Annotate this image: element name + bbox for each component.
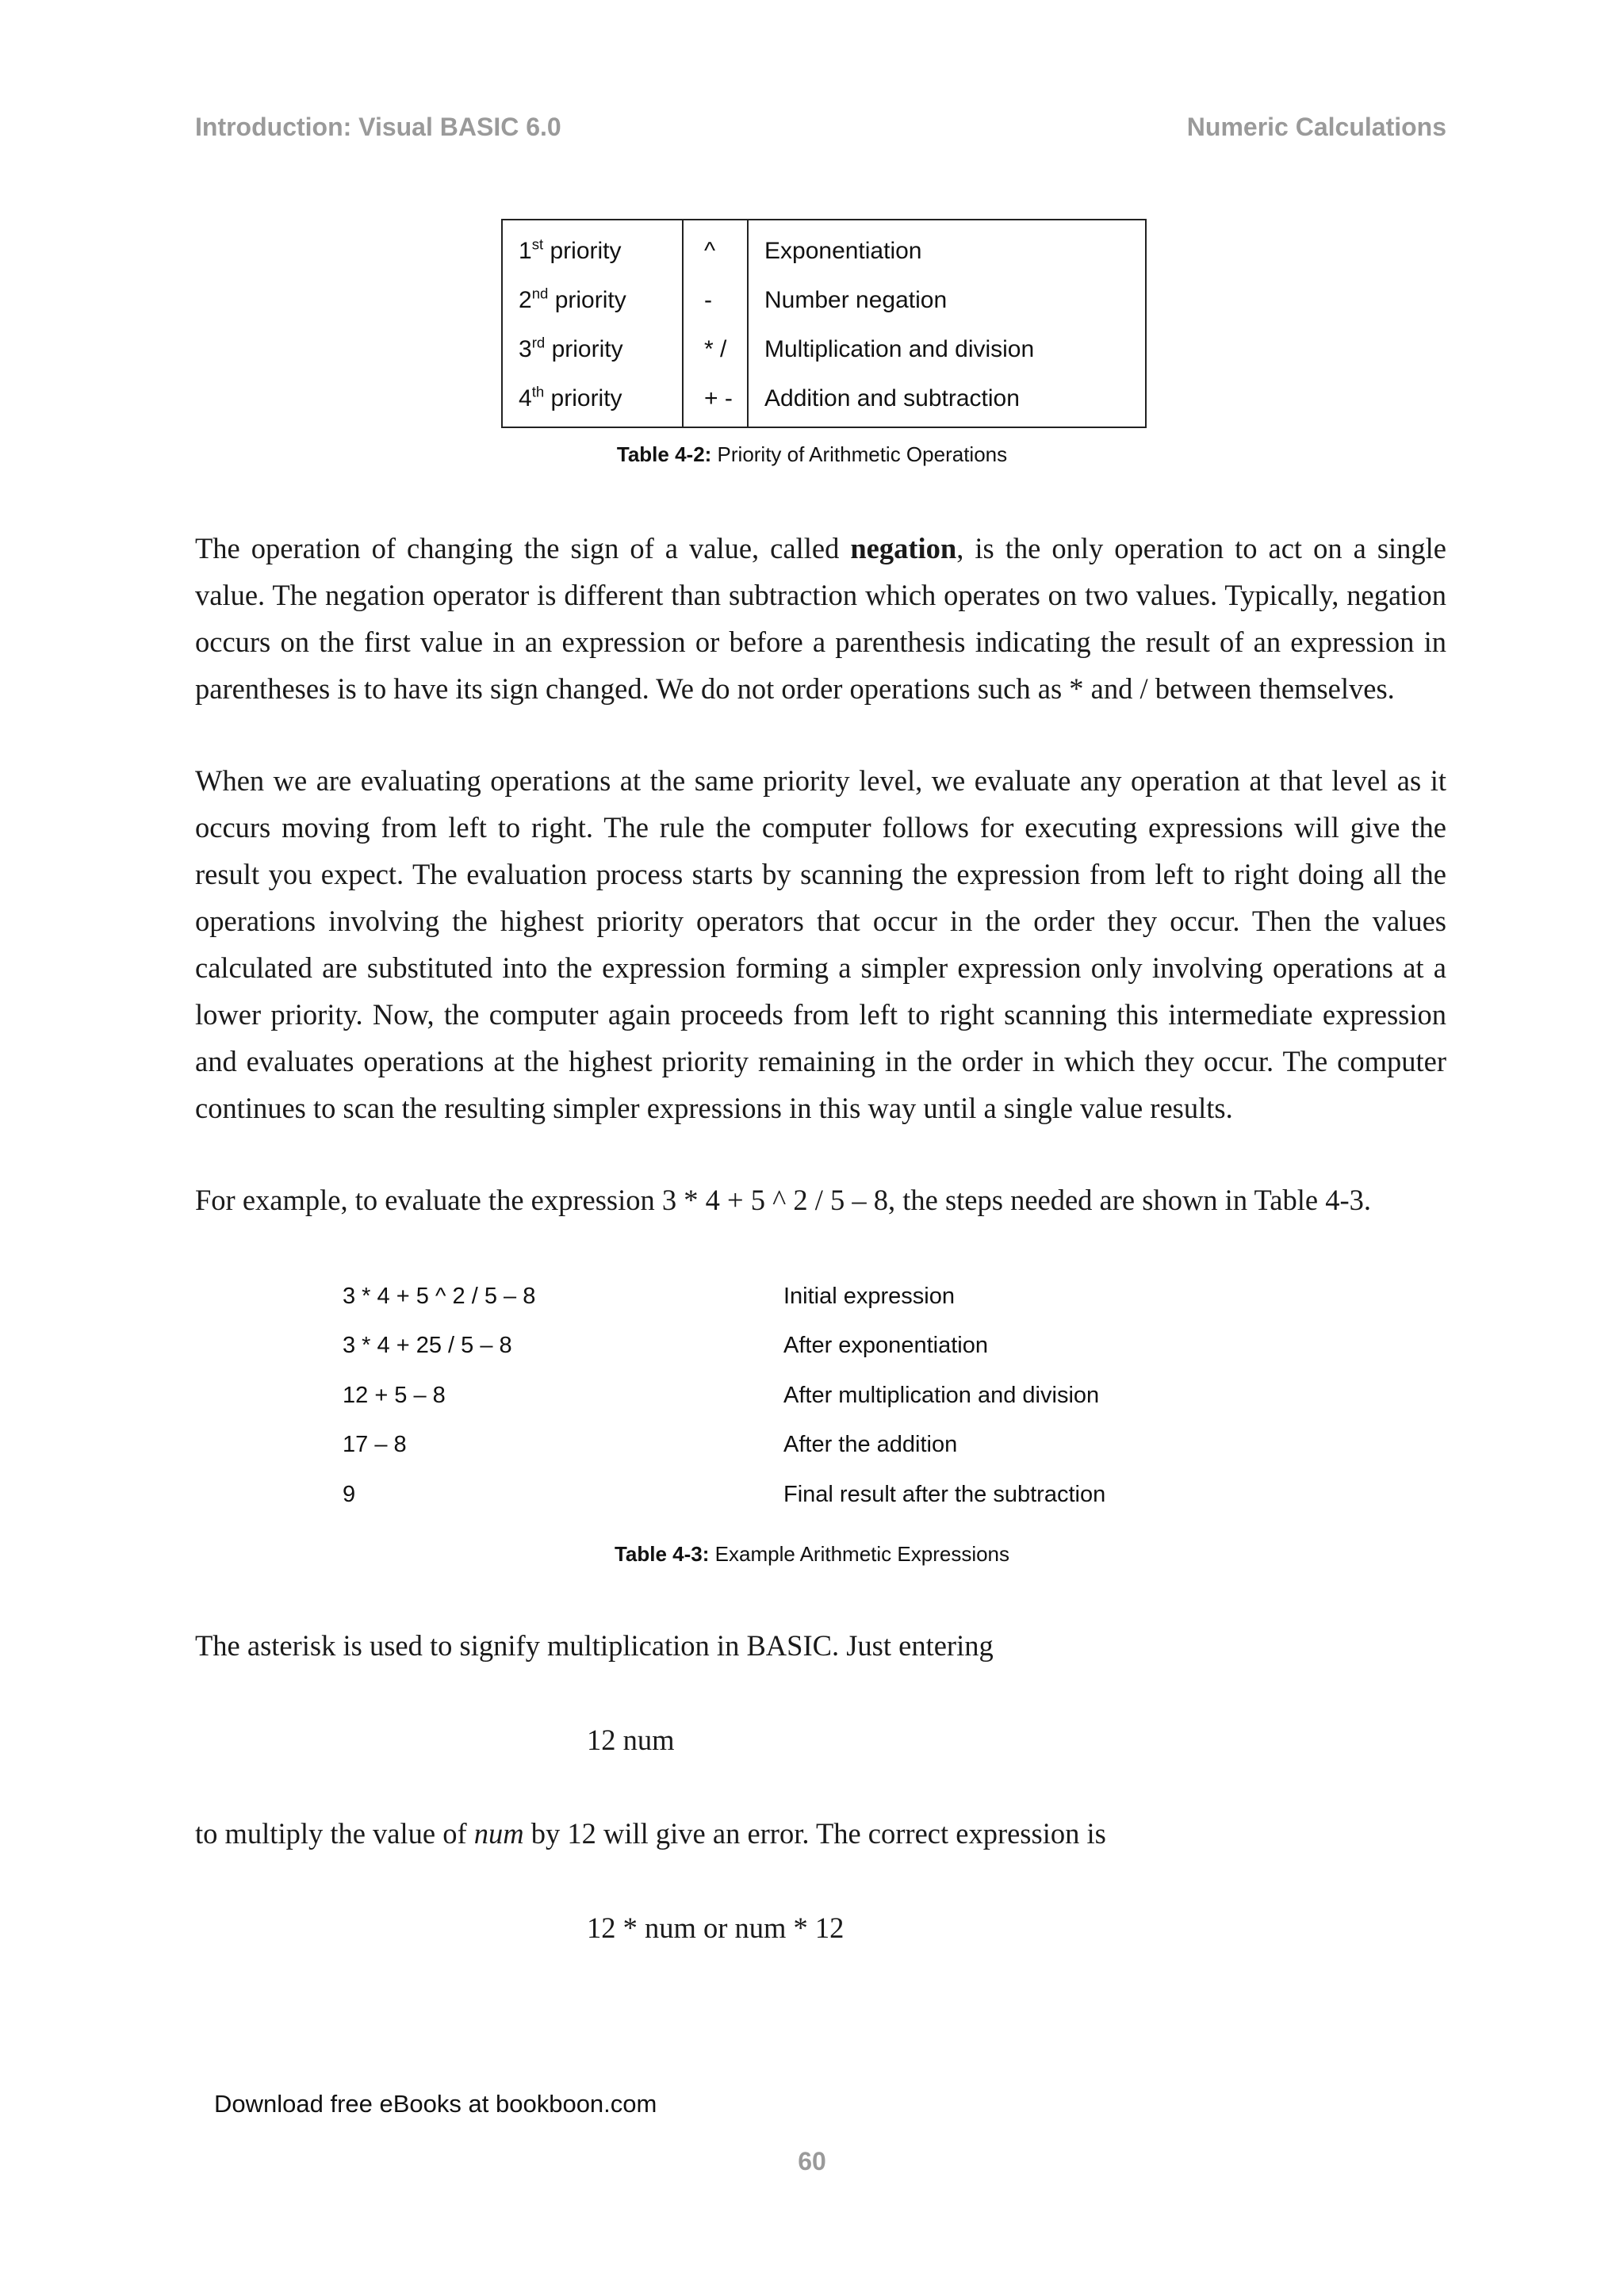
priority-operator: ^ — [683, 220, 748, 276]
example-paragraph: For example, to evaluate the expression 3 * 4 + 5 ^ 2 / 5 – 8, the steps needed are shown in Table 4-3. — [195, 1184, 1371, 1216]
table-4-3-caption: Table 4-3: Example Arithmetic Expressions — [614, 1542, 1010, 1566]
table-row — [502, 374, 1146, 427]
error-paragraph: to multiply the value of num by 12 will give an error. The correct expression is — [195, 1817, 1106, 1850]
table-row — [343, 1322, 1105, 1372]
priority-operator: + - — [683, 374, 748, 427]
table-row — [502, 220, 1146, 276]
priority-level: 1st priority — [502, 220, 683, 276]
steps-table — [343, 1272, 1105, 1520]
priority-description: Multiplication and division — [764, 336, 1035, 362]
step-expression: 9 — [343, 1481, 356, 1507]
step-description: Initial expression — [783, 1283, 955, 1309]
priority-operator: * / — [683, 325, 748, 374]
table-row — [502, 276, 1146, 325]
priority-description: Exponentiation — [764, 238, 922, 264]
step-description: After the addition — [783, 1432, 958, 1458]
evaluation-paragraph: When we are evaluating operations at the same priority level, we evaluate any operation at that level as it occurs moving from left to right. The rule the computer follows for executing expressions will give the result you expect. The evaluation process starts by scanning the expression from left to right doing all the operations involving the highest priority operators that occur in the order they occur. Then the values calculated are substituted into the expression forming a simpler expression only involving operations at a lower priority. Now, the computer again proceeds from left to right scanning this intermediate expression and evaluates operations at the highest priority remaining in the order in which they occur. The computer continues to scan the resulting simpler expressions in this way until a single value results. — [195, 764, 1446, 1124]
step-expression: 3 * 4 + 25 / 5 – 8 — [343, 1333, 512, 1359]
step-expression: 3 * 4 + 5 ^ 2 / 5 – 8 — [343, 1283, 536, 1309]
step-description: After multiplication and division — [783, 1382, 1100, 1408]
step-expression: 12 + 5 – 8 — [343, 1382, 446, 1408]
table-row — [343, 1371, 1105, 1421]
table-row — [343, 1272, 1105, 1322]
running-header — [195, 113, 1446, 142]
step-description: After exponentiation — [783, 1333, 988, 1359]
priority-level: 4th priority — [502, 374, 683, 427]
priority-description: Number negation — [764, 287, 948, 313]
table-row — [343, 1470, 1105, 1520]
code-example-invalid: 12 num — [587, 1724, 675, 1756]
table-row — [502, 325, 1146, 374]
step-description: Final result after the subtraction — [783, 1481, 1106, 1507]
priority-table — [501, 219, 1147, 428]
header-chapter-title: Numeric Calculations — [1186, 113, 1446, 141]
page-number: 60 — [798, 2147, 826, 2175]
download-link[interactable]: Download free eBooks at bookboon.com — [214, 2090, 657, 2118]
priority-description: Addition and subtraction — [764, 385, 1020, 411]
negation-paragraph: The operation of changing the sign of a value, called negation, is the only operation to act on a single value. The negation operator is different than subtraction which operates on two values. Typically, negation occurs on the first value in an expression or before a parenthesis indicating the result of an expression in parentheses is to have its sign changed. We do not order operations such as * and / between themselves. — [195, 532, 1447, 705]
priority-level: 3rd priority — [502, 325, 683, 374]
priority-level: 2nd priority — [502, 276, 683, 325]
code-example-correct: 12 * num or num * 12 — [587, 1911, 845, 1944]
priority-operator: - — [683, 276, 748, 325]
table-4-2-caption: Table 4-2: Priority of Arithmetic Operations — [616, 442, 1008, 466]
asterisk-paragraph: The asterisk is used to signify multiplication in BASIC. Just entering — [195, 1629, 994, 1662]
step-expression: 17 – 8 — [343, 1432, 407, 1458]
header-book-title: Introduction: Visual BASIC 6.0 — [195, 113, 561, 141]
table-row — [343, 1421, 1105, 1471]
